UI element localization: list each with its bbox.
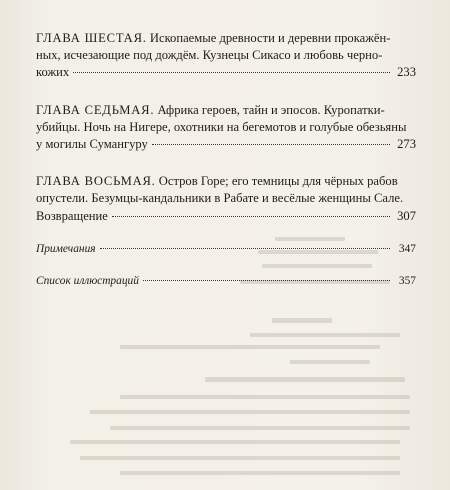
dot-leader xyxy=(73,72,390,73)
toc-entry-line xyxy=(36,102,416,119)
chapter-description: убийцы. Ночь на Нигере, охотники на бегемотов и голубые обезьяны xyxy=(36,119,407,134)
page-number: 233 xyxy=(397,65,416,80)
dot-leader xyxy=(152,144,390,145)
illustrations-label: Список иллюстраций xyxy=(36,274,139,287)
chapter-description: Возвращение xyxy=(36,208,108,223)
toc-entry-chapter-8 xyxy=(36,173,416,225)
toc-entry-illustrations xyxy=(36,273,416,289)
dot-leader xyxy=(100,248,390,249)
toc-entry-last-line xyxy=(36,136,416,153)
chapter-description: у могилы Сумангуру xyxy=(36,137,148,152)
chapter-description: Африка героев, тайн и эпосов. Куропатки- xyxy=(157,102,385,117)
toc-entry-last-line xyxy=(36,208,416,225)
dot-leader xyxy=(143,280,390,281)
page-number: 357 xyxy=(398,274,416,287)
chapter-description: кожих xyxy=(36,65,70,80)
page-number: 347 xyxy=(398,242,416,255)
page-number: 273 xyxy=(397,137,416,152)
toc-entry-last-line xyxy=(36,64,416,81)
chapter-title: ГЛАВА ВОСЬМАЯ. xyxy=(36,174,156,189)
chapter-description: опустели. Безумцы-кандальники в Рабате и весёлые женщины Сале. xyxy=(36,191,404,206)
toc-entry-line xyxy=(36,173,416,190)
chapter-title: ГЛАВА СЕДЬМАЯ. xyxy=(36,102,155,117)
toc-entry-chapter-6 xyxy=(36,30,416,82)
chapter-description: Остров Горе; его темницы для чёрных рабов xyxy=(158,174,398,189)
toc-entry-chapter-7 xyxy=(36,102,416,154)
toc-entry-line xyxy=(36,30,416,47)
chapter-title: ГЛАВА ШЕСТАЯ. xyxy=(36,31,147,45)
chapter-description: ных, исчезающие под дождём. Кузнецы Сикасо и любовь черно- xyxy=(36,48,383,63)
page-number: 307 xyxy=(397,208,416,223)
table-of-contents xyxy=(36,30,416,305)
dot-leader xyxy=(112,216,390,217)
chapter-description: Ископаемые древности и деревни прокажён- xyxy=(149,31,391,45)
toc-entry-notes xyxy=(36,241,416,257)
notes-label: Примечания xyxy=(36,242,96,255)
